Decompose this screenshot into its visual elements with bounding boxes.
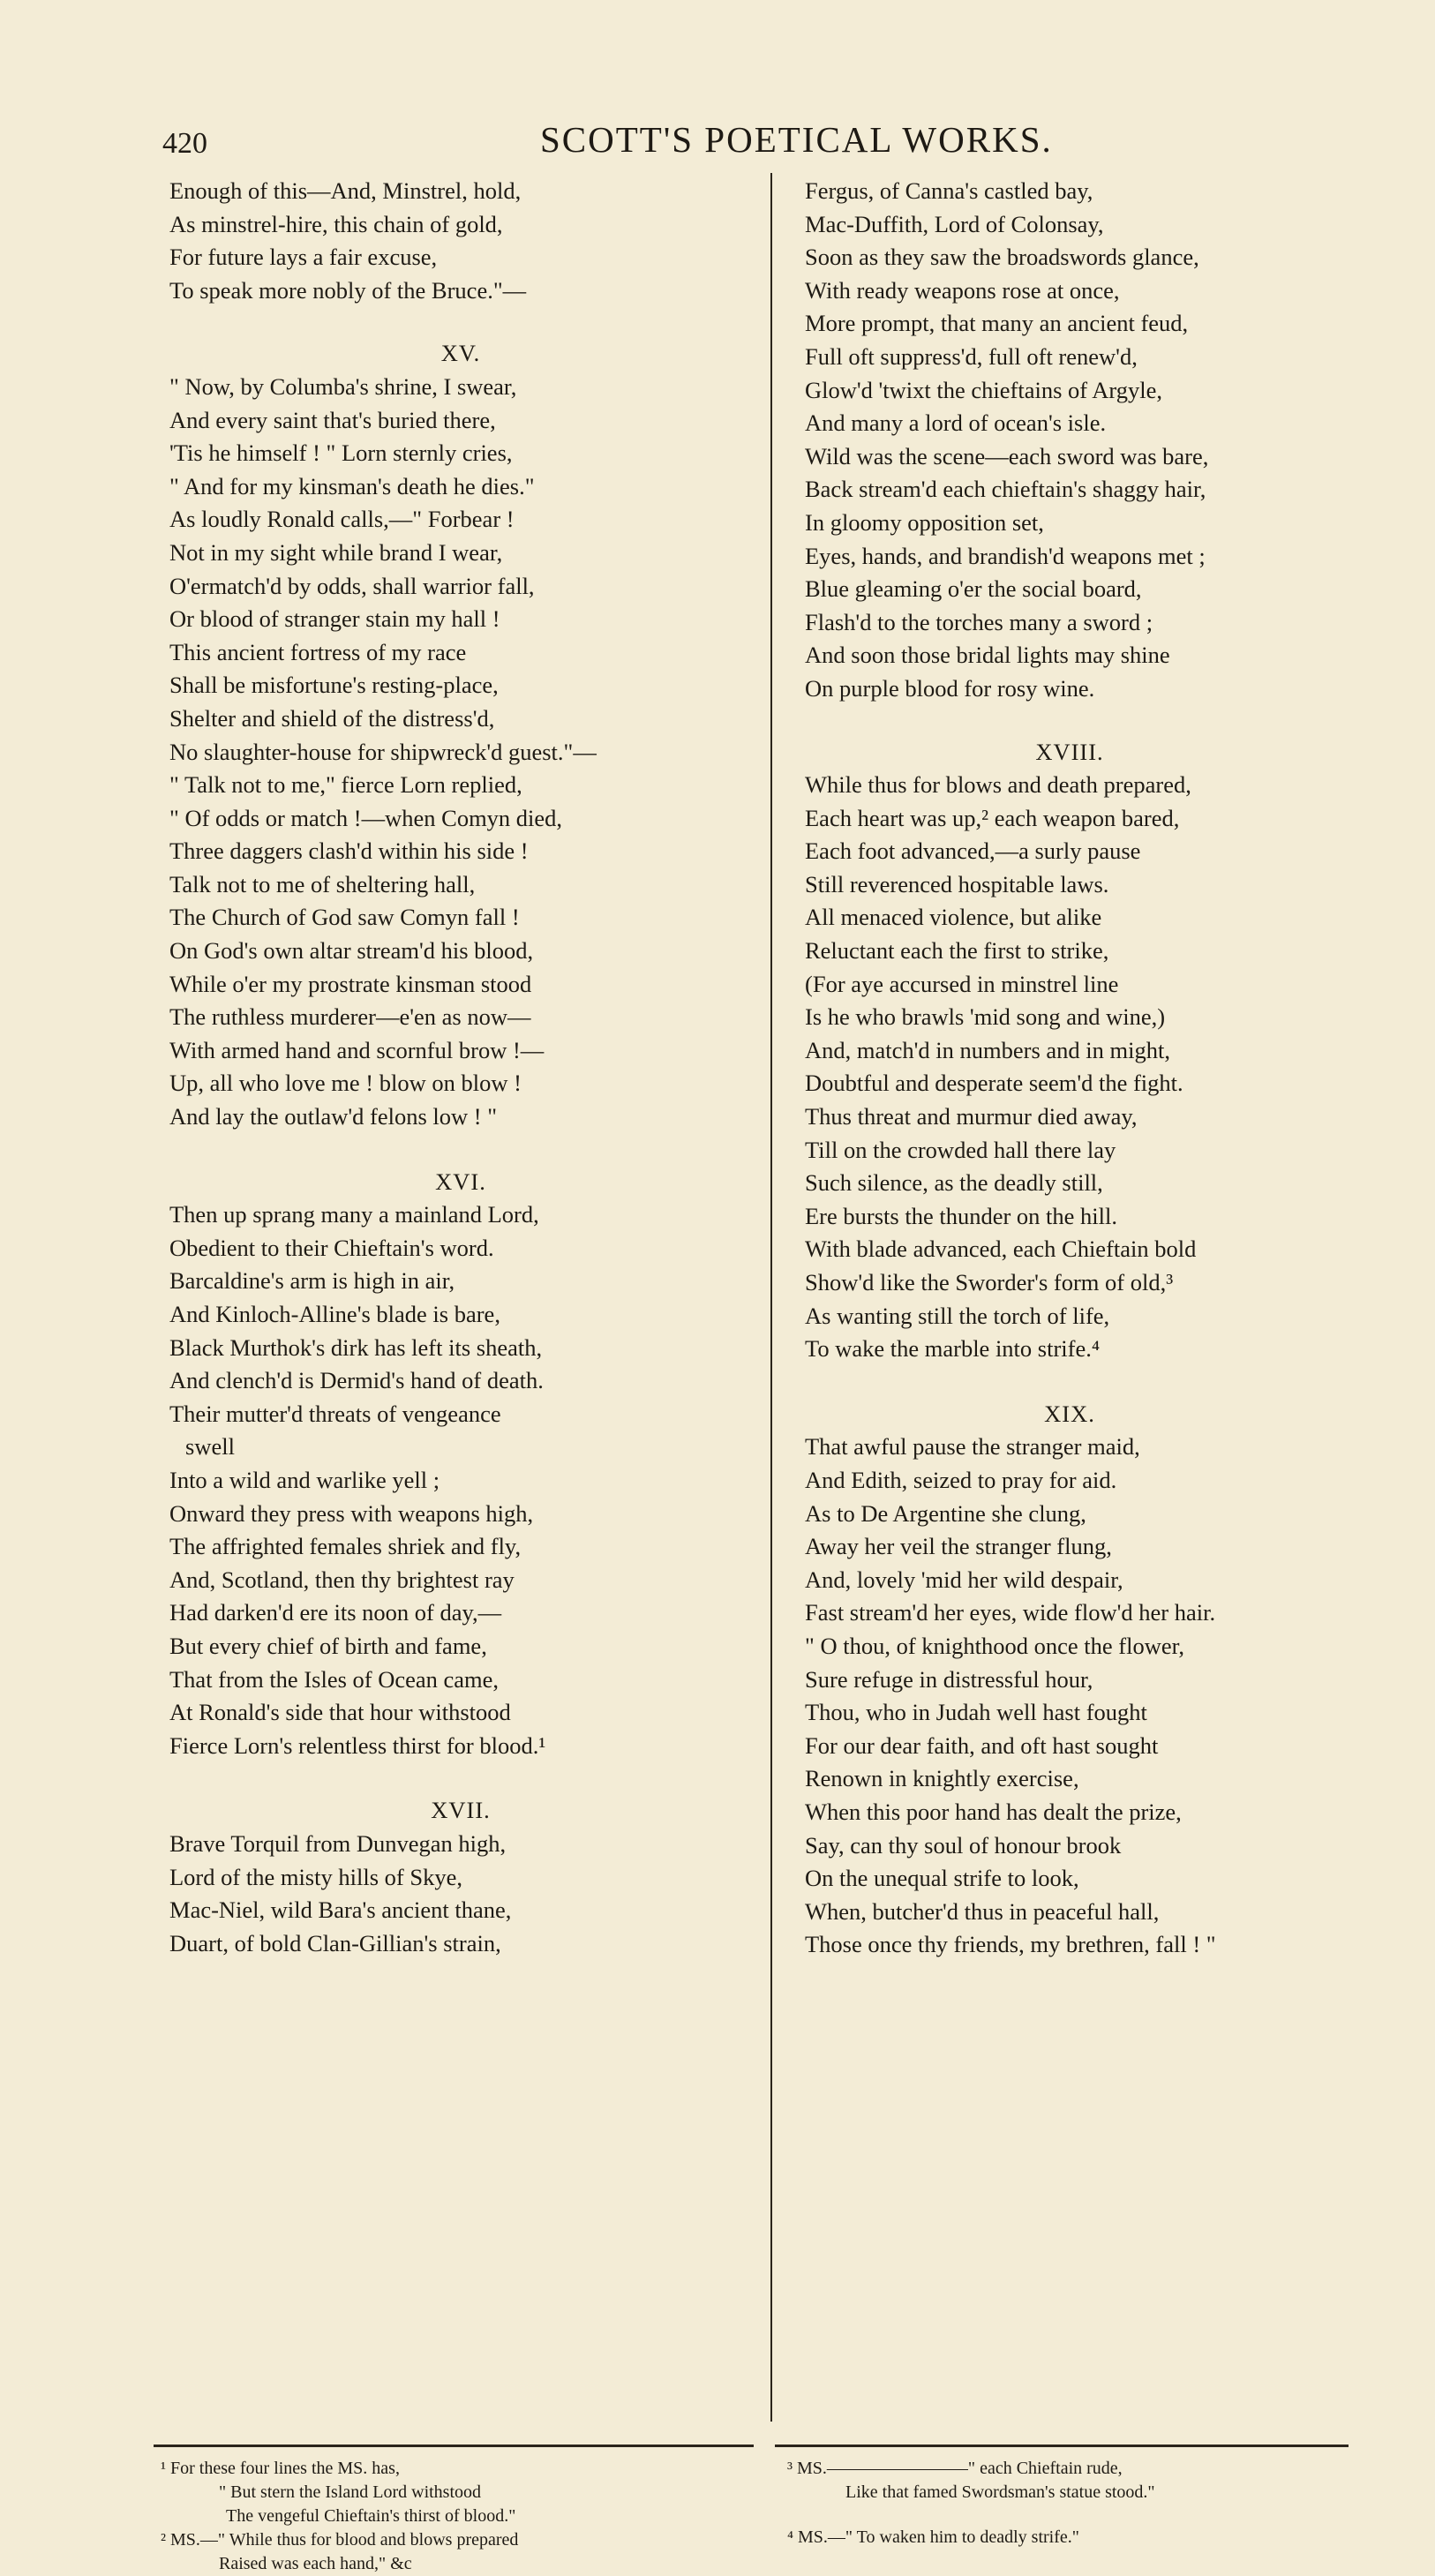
running-title: SCOTT'S POETICAL WORKS. [540, 119, 1053, 160]
verse-line: Lord of the misty hills of Skye, [169, 1863, 462, 1890]
verse-line: When, butcher'd thus in peaceful hall, [805, 1897, 1160, 1925]
page-number: 420 [162, 127, 207, 160]
footnote-spacer [787, 2505, 1352, 2526]
verse-line: And, lovely 'mid her wild despair, [805, 1566, 1123, 1593]
footnote-rule-right [775, 2445, 1349, 2447]
section-heading-xix: XIX. [1044, 1400, 1095, 1427]
verse-line: Enough of this—And, Minstrel, hold, [169, 177, 522, 204]
verse-line: On the unequal strife to look, [805, 1865, 1079, 1892]
verse-line: Glow'd 'twixt the chieftains of Argyle, [805, 376, 1163, 403]
verse-line: To wake the marble into strife.⁴ [805, 1335, 1101, 1363]
verse-line: As minstrel-hire, this chain of gold, [169, 210, 503, 237]
verse-line: Those once thy friends, my brethren, fall ! " [805, 1931, 1216, 1958]
verse-line: Back stream'd each chieftain's shaggy hair, [805, 476, 1206, 503]
footnote-line: Raised was each hand," &c [219, 2554, 412, 2573]
footnote-line: Like that famed Swordsman's statue stood." [845, 2482, 1155, 2502]
verse-line: Onward they press with weapons high, [169, 1499, 534, 1527]
verse-line: As loudly Ronald calls,—" Forbear ! [169, 506, 515, 533]
verse-line: Then up sprang many a mainland Lord, [169, 1201, 539, 1228]
verse-line: And Kinloch-Alline's blade is bare, [169, 1301, 500, 1327]
footnote-2 [161, 2528, 743, 2576]
verse-line: Ere bursts the thunder on the hill. [805, 1202, 1117, 1229]
section-xviii [805, 769, 1334, 1366]
verse-line: No slaughter-house for shipwreck'd guest."— [169, 738, 597, 765]
verse-line: The affrighted females shriek and fly, [169, 1533, 522, 1560]
verse-line: On God's own altar stream'd his blood, [169, 937, 534, 965]
verse-line: That awful pause the stranger maid, [805, 1433, 1140, 1461]
section-heading-xvi: XVI. [435, 1168, 486, 1195]
verse-line: Shelter and shield of the distress'd, [169, 704, 495, 732]
left-column [169, 175, 752, 1960]
verse-line: Shall be misfortune's resting-place, [169, 672, 499, 699]
verse-line: For our dear faith, and oft hast sought [805, 1731, 1159, 1759]
verse-line: " Now, by Columba's shrine, I swear, [169, 372, 517, 400]
verse-line: Three daggers clash'd within his side ! [169, 837, 529, 865]
verse-line: Fierce Lorn's relentless thirst for blood.¹ [169, 1731, 546, 1759]
section-heading-xviii: XVIII. [1035, 738, 1104, 765]
verse-line: Blue gleaming o'er the social board, [805, 575, 1142, 603]
footnote-line: " But stern the Island Lord withstood [219, 2482, 482, 2502]
verse-line: Had darken'd ere its noon of day,— [169, 1599, 502, 1626]
verse-line: Till on the crowded hall there lay [805, 1136, 1116, 1163]
verse-line: This ancient fortress of my race [169, 638, 467, 665]
footnotes-left [161, 2457, 743, 2576]
footnote-3 [787, 2457, 1352, 2505]
verse-line: On purple blood for rosy wine. [805, 674, 1095, 702]
verse-line: Is he who brawls 'mid song and wine,) [805, 1003, 1166, 1031]
verse-line: And clench'd is Dermid's hand of death. [169, 1367, 544, 1394]
verse-line: Soon as they saw the broadswords glance, [805, 244, 1199, 271]
verse-line: Each heart was up,² each weapon bared, [805, 804, 1180, 831]
verse-line: At Ronald's side that hour withstood [169, 1699, 511, 1726]
verse-line: Such silence, as the deadly still, [805, 1169, 1103, 1197]
verse-line: Obedient to their Chieftain's word. [169, 1234, 494, 1261]
verse-line: Each foot advanced,—a surly pause [805, 837, 1141, 865]
section-xvi [169, 1198, 752, 1762]
verse-line: Barcaldine's arm is high in air, [169, 1267, 455, 1295]
verse-line: Or blood of stranger stain my hall ! [169, 605, 500, 633]
verse-line: With ready weapons rose at once, [805, 276, 1120, 304]
footnotes-right [787, 2457, 1352, 2550]
verse-line: (For aye accursed in minstrel line [805, 970, 1119, 997]
verse-line: Their mutter'd threats of vengeance [169, 1400, 501, 1427]
verse-line: Wild was the scene—each sword was bare, [805, 442, 1209, 469]
verse-line: For future lays a fair excuse, [169, 244, 438, 271]
verse-line: While thus for blows and death prepared, [805, 771, 1191, 799]
verse-line: In gloomy opposition set, [805, 508, 1044, 536]
verse-line: And, Scotland, then thy brightest ray [169, 1566, 515, 1593]
verse-line: The Church of God saw Comyn fall ! [169, 904, 520, 931]
verse-line: When this poor hand has dealt the prize, [805, 1798, 1182, 1825]
verse-line: And lay the outlaw'd felons low ! " [169, 1103, 498, 1130]
verse-line: Renown in knightly exercise, [805, 1765, 1079, 1792]
verse-line: Mac-Niel, wild Bara's ancient thane, [169, 1896, 512, 1924]
verse-line: All menaced violence, but alike [805, 904, 1102, 931]
verse-line: That from the Isles of Ocean came, [169, 1665, 500, 1693]
verse-line: Into a wild and warlike yell ; [169, 1466, 440, 1493]
verse-line: Not in my sight while brand I wear, [169, 538, 503, 566]
section-xix [805, 1431, 1334, 1962]
verse-line: And Edith, seized to pray for aid. [805, 1466, 1117, 1493]
verse-line: More prompt, that many an ancient feud, [805, 310, 1189, 337]
verse-line: Brave Torquil from Dunvegan high, [169, 1829, 507, 1857]
footnote-rule-left [154, 2445, 754, 2447]
verse-line: swell [185, 1433, 235, 1461]
verse-line: With armed hand and scornful brow !— [169, 1036, 545, 1063]
section-heading-xvii: XVII. [431, 1797, 491, 1824]
verse-line: Black Murthok's dirk has left its sheath, [169, 1333, 543, 1361]
section-xv [169, 371, 752, 1134]
verse-line: Thou, who in Judah well hast fought [805, 1699, 1147, 1726]
verse-line: Up, all who love me ! blow on blow ! [169, 1070, 522, 1097]
verse-line: Full oft suppress'd, full oft renew'd, [805, 342, 1138, 370]
verse-line: Doubtful and desperate seem'd the fight. [805, 1070, 1183, 1097]
opening-stanza [169, 175, 752, 307]
verse-line: Show'd like the Sworder's form of old,³ [805, 1269, 1174, 1296]
verse-line: Mac-Duffith, Lord of Colonsay, [805, 210, 1104, 237]
verse-line: But every chief of birth and fame, [169, 1632, 487, 1659]
verse-line: And many a lord of ocean's isle. [805, 409, 1107, 437]
footnote-1 [161, 2457, 743, 2528]
verse-line: 'Tis he himself ! " Lorn sternly cries, [169, 439, 513, 467]
verse-line: To speak more nobly of the Bruce."— [169, 276, 527, 304]
section-heading-xv: XV. [440, 340, 481, 367]
footnote-line: ² MS.—" While thus for blood and blows prepared [161, 2530, 519, 2550]
verse-line: Thus threat and murmur died away, [805, 1103, 1138, 1130]
verse-line: And soon those bridal lights may shine [805, 642, 1170, 669]
verse-line: Fast stream'd her eyes, wide flow'd her hair. [805, 1599, 1216, 1626]
verse-line: Reluctant each the first to strike, [805, 937, 1109, 965]
footnote-line: The vengeful Chieftain's thirst of blood." [226, 2506, 516, 2526]
page-header [0, 118, 1435, 162]
verse-line: As to De Argentine she clung, [805, 1499, 1086, 1527]
footnote-line: ¹ For these four lines the MS. has, [161, 2459, 400, 2478]
verse-line: And, match'd in numbers and in might, [805, 1036, 1170, 1063]
verse-line: " O thou, of knighthood once the flower, [805, 1632, 1184, 1659]
verse-line: O'ermatch'd by odds, shall warrior fall, [169, 572, 535, 599]
continuation-stanza [805, 175, 1334, 706]
footnote-4 [787, 2526, 1352, 2550]
verse-line: " And for my kinsman's death he dies." [169, 472, 535, 499]
footnote-line: ⁴ MS.—" To waken him to deadly strife." [787, 2527, 1079, 2547]
verse-line: While o'er my prostrate kinsman stood [169, 970, 532, 997]
verse-line: Say, can thy soul of honour brook [805, 1831, 1122, 1859]
verse-line: Still reverenced hospitable laws. [805, 870, 1109, 897]
verse-line: " Of odds or match !—when Comyn died, [169, 804, 563, 831]
verse-line: Talk not to me of sheltering hall, [169, 870, 476, 897]
verse-line: Away her veil the stranger flung, [805, 1533, 1112, 1560]
verse-line: Eyes, hands, and brandish'd weapons met ; [805, 542, 1206, 569]
verse-line: Flash'd to the torches many a sword ; [805, 608, 1153, 635]
verse-line: Sure refuge in distressful hour, [805, 1665, 1093, 1693]
column-divider [770, 173, 772, 2422]
footnote-line: ³ MS.————————" each Chieftain rude, [787, 2459, 1123, 2478]
verse-line: With blade advanced, each Chieftain bold [805, 1235, 1197, 1263]
verse-line: The ruthless murderer—e'en as now— [169, 1003, 531, 1031]
verse-line: Duart, of bold Clan-Gillian's strain, [169, 1929, 501, 1956]
verse-line: And every saint that's buried there, [169, 406, 496, 433]
verse-line: " Talk not to me," fierce Lorn replied, [169, 771, 522, 799]
verse-line: Fergus, of Canna's castled bay, [805, 177, 1093, 204]
verse-line: As wanting still the torch of life, [805, 1302, 1110, 1329]
right-column [805, 175, 1334, 1962]
section-xvii [169, 1828, 752, 1960]
